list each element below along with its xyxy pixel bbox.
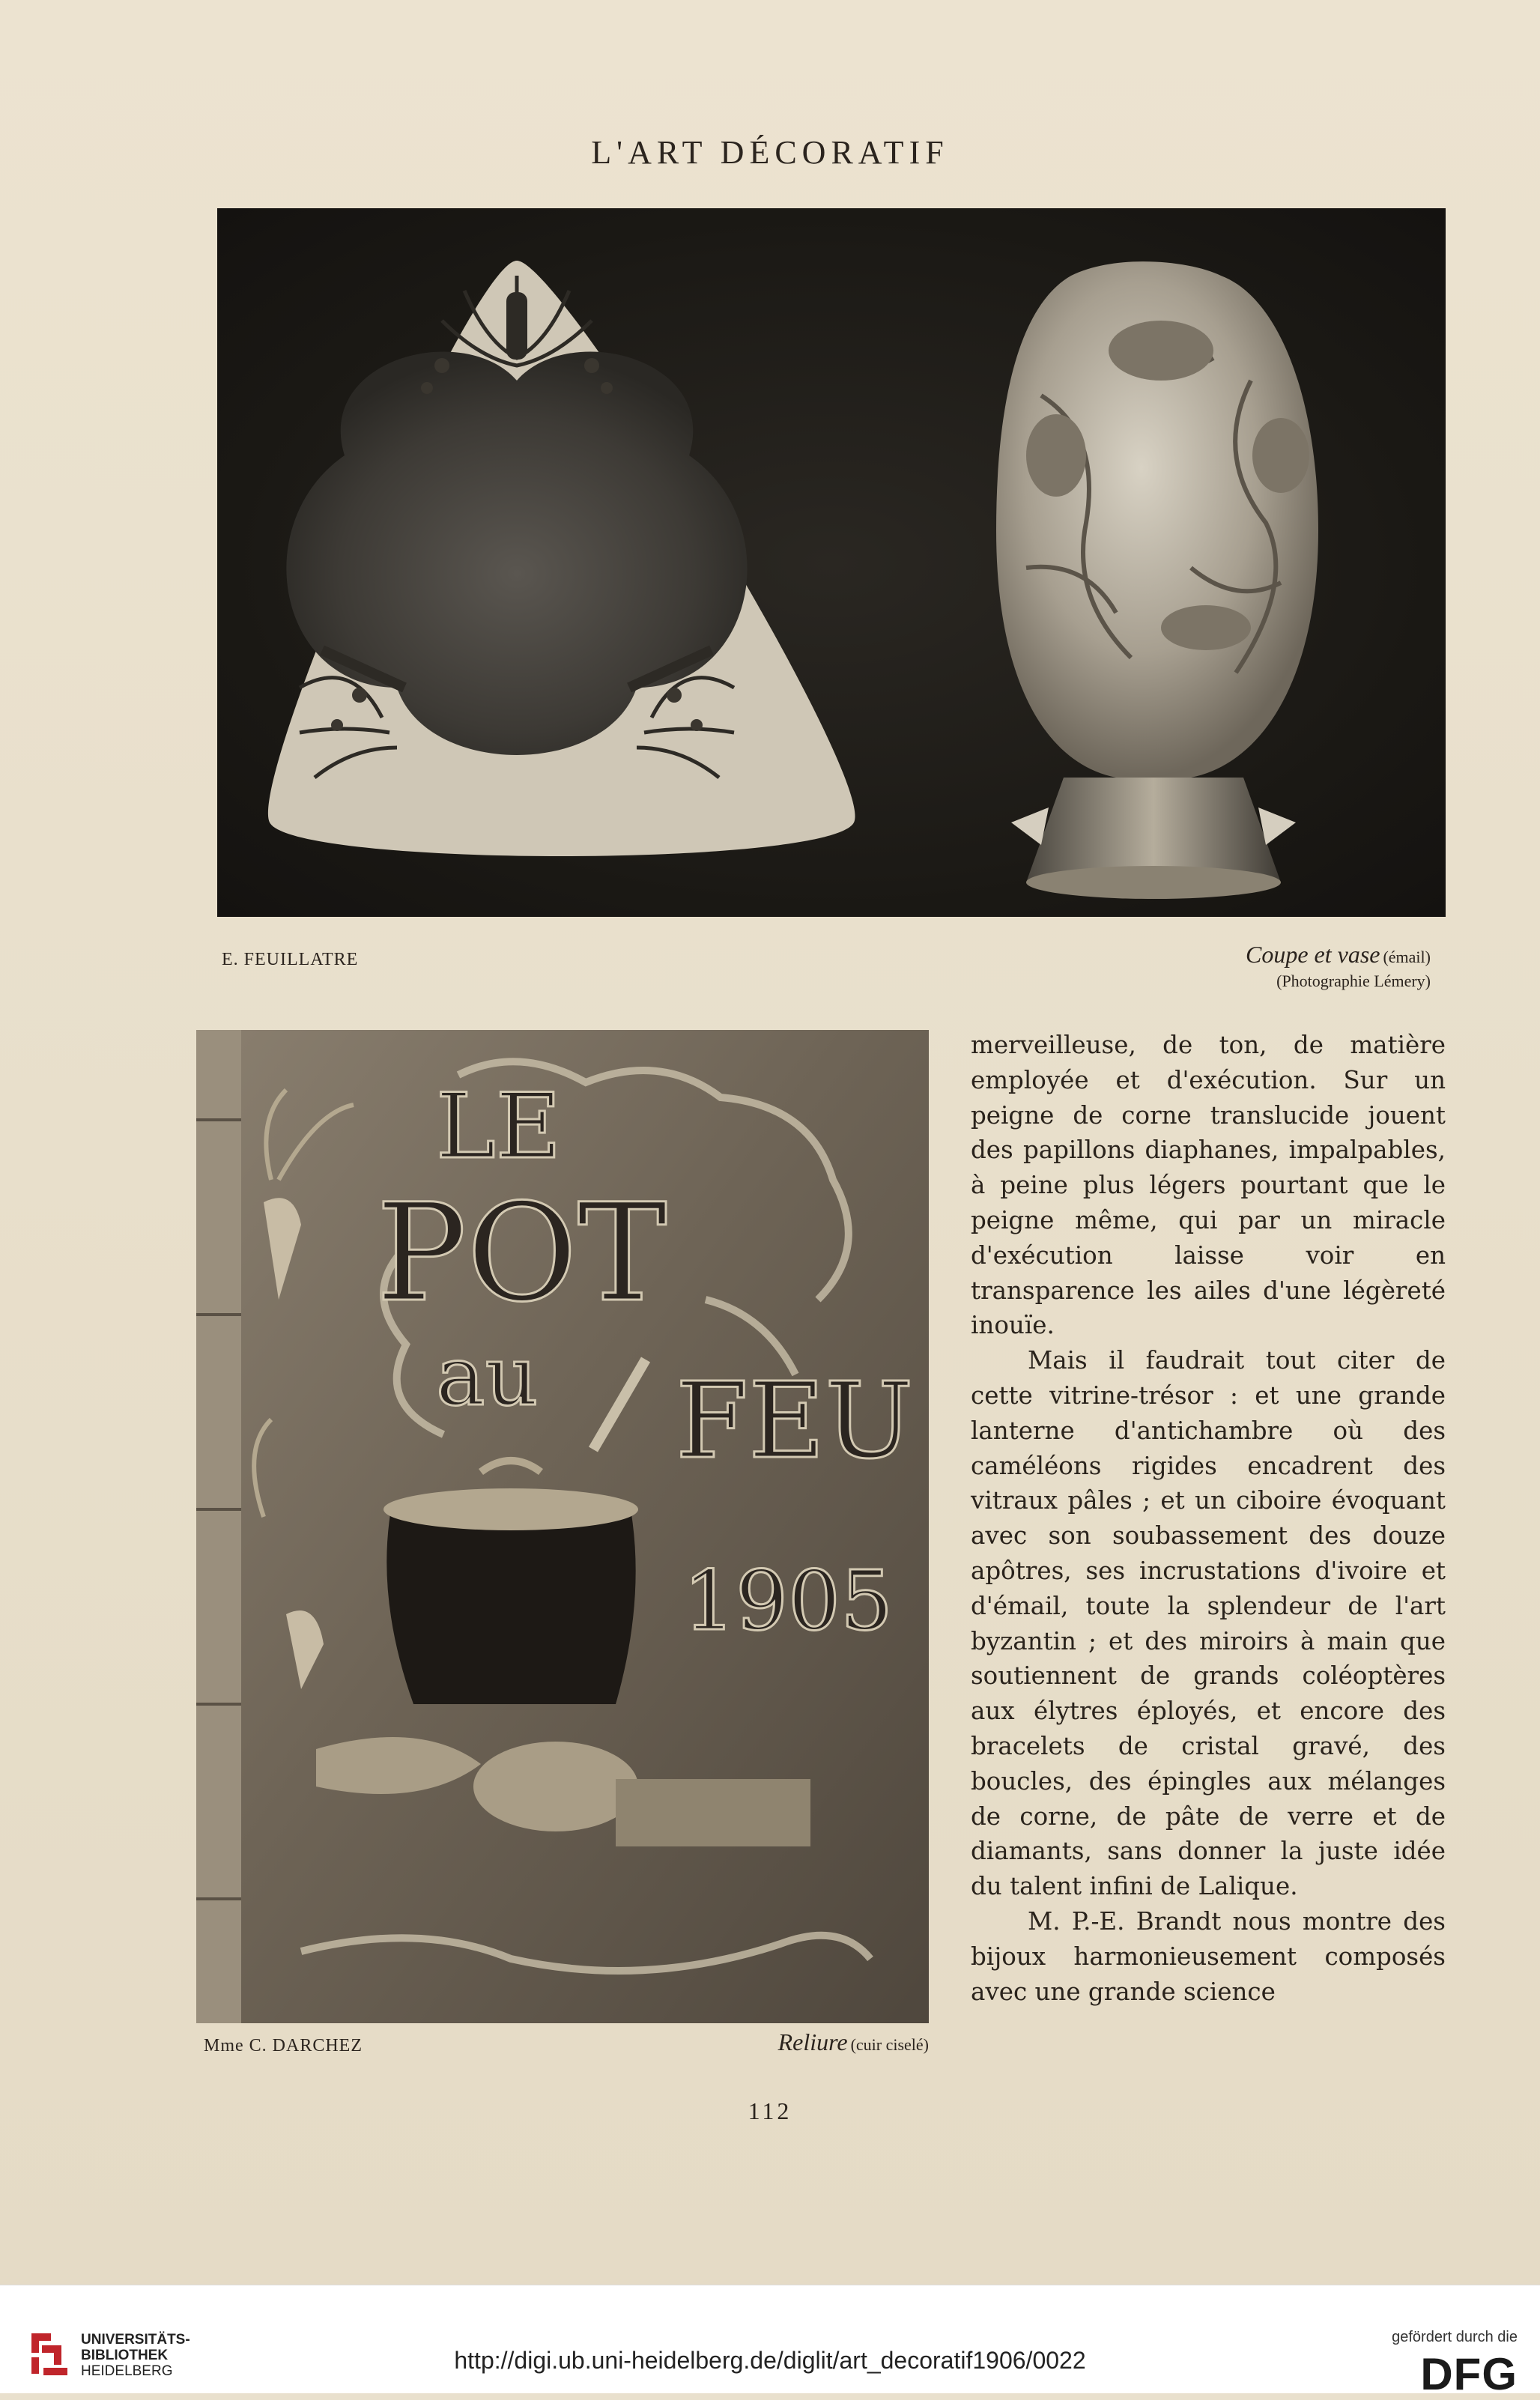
cover-year: 1905 [683,1553,893,1649]
photo-plate-coupe-et-vase [217,208,1446,917]
page-number: 112 [748,2097,792,2124]
reliure-illustration [196,1030,929,2023]
enamel-vase [996,261,1318,899]
artist-caption-darchez: Mme C. DARCHEZ [204,2036,363,2055]
coupe-et-vase-illustration [217,208,1446,917]
dfg-logo[interactable]: DFG [1420,2349,1518,2399]
caption-coupe-et-vase [1064,941,1431,991]
cover-title-au: au [436,1328,539,1424]
cover-title-pot: POT [376,1175,667,1332]
caption-title: Coupe et vase [1245,941,1380,968]
cover-title-le: LE [436,1075,562,1179]
photo-plate-reliure [196,1030,929,2023]
cover-title-feu: FEU [676,1360,914,1482]
digital-library-footer [0,2285,1540,2399]
caption-medium: (émail) [1383,948,1431,966]
paragraph-1: merveilleuse, de ton, de matière employée et d'exécution. Sur un peigne de corne translucide jouent des papillons diaphanes, impalpables, à peine plus légers pourtant que le peigne même, qui par un miracle d'exécution laisse voir en transparence les ailes d'une légèreté inouïe. [971,1031,1446,1340]
artist-caption-feuillatre: E. FEUILLATRE [222,950,359,969]
caption-reliure [659,2028,929,2056]
institution-line-3: HEIDELBERG [81,2363,173,2379]
permalink-url[interactable]: http://digi.ub.uni-heidelberg.de/diglit/art_decoratif1906/0022 [454,2347,1086,2374]
enamel-tray [268,261,855,856]
caption-title-reliure: Reliure [777,2028,848,2055]
funding-text: gefördert durch die [1392,2329,1518,2345]
institution-line-1: UNIVERSITÄTS- [81,2332,190,2348]
running-head: L'ART DÉCORATIF [591,134,949,171]
paragraph-2: Mais il faudrait tout citer de cette vitrine-trésor : et une grande lanterne d'antichambre où des caméléons rigides encadrent des vitraux pâles ; et un ciboire évoquant avec son soubassement des douze apôtres, ses incrustations d'ivoire et d'émail, toute la splendeur de l'art byzantin ; et des miroirs à main que soutiennent de grands coléoptères aux élytres éployés, et encore des bracelets de cristal gravé, des boucles, des épingles aux mélanges de corne, de pâte de verre et de diamants, sans donner la juste idée du talent infini de Lalique. [971,1346,1446,1901]
institution-line-2: BIBLIOTHEK [81,2348,169,2363]
body-text-column [971,1028,1446,2009]
paragraph-3: M. P.-E. Brandt nous montre des bijoux harmonieusement composés avec une grande science [971,1906,1446,2006]
caption-medium-reliure: (cuir ciselé) [850,2035,929,2054]
photo-credit: (Photographie Lémery) [1276,972,1431,990]
